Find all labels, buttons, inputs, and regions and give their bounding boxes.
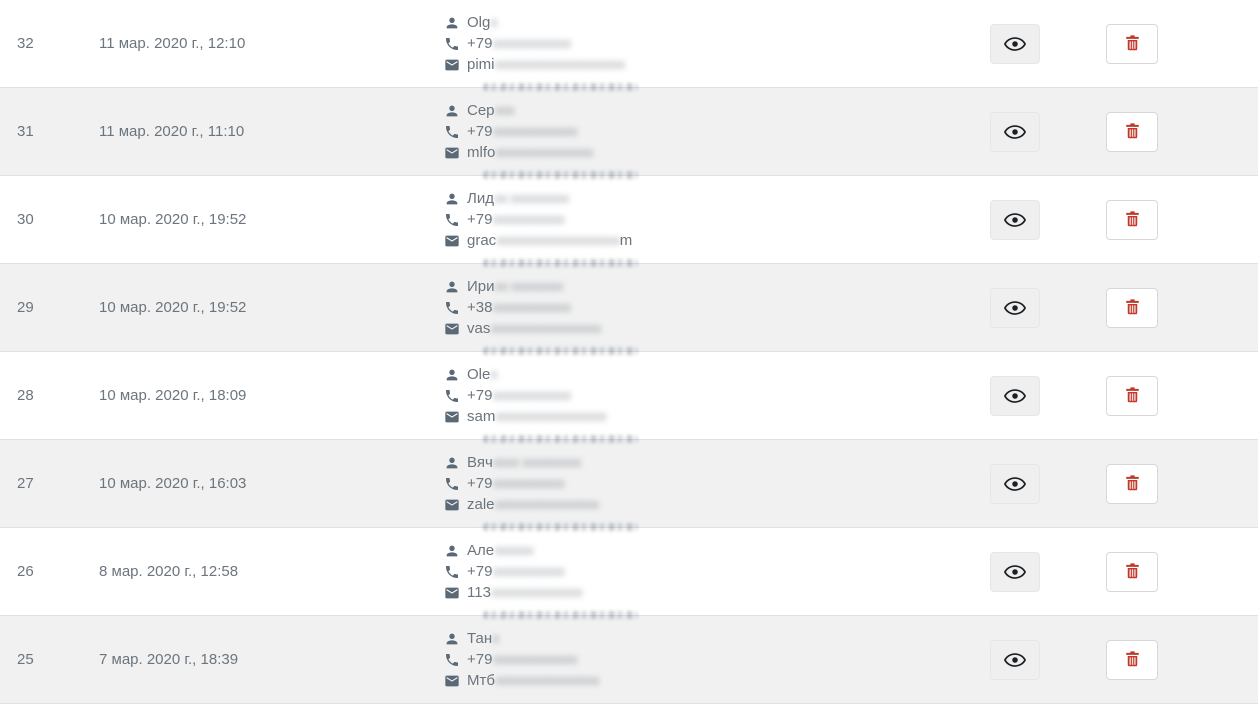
contact-phone: +79xxxxxxxxxxxxx [467, 651, 577, 668]
submission-date: 11 мар. 2020 г., 12:10 [99, 35, 246, 52]
submission-date: 11 мар. 2020 г., 11:10 [99, 123, 245, 140]
redacted-phone: xxxxxxxxxxxxx [492, 123, 577, 140]
delete-button[interactable] [1106, 112, 1158, 152]
table-row [0, 0, 1258, 88]
contact-info [444, 100, 990, 163]
redacted-email: xxxxxxxxxxxxxx [490, 584, 582, 601]
row-number: 29 [17, 299, 34, 316]
redacted-email: xxxxxxxxxxxxxxxxx [495, 408, 606, 425]
delete-cell [1106, 24, 1158, 64]
row-number: 32 [17, 35, 34, 52]
view-button[interactable] [990, 24, 1040, 64]
delete-cell [1106, 376, 1158, 416]
contact-email: Мтбxxxxxxxxxxxxxxxx [467, 672, 599, 689]
contact-phone-line [444, 385, 990, 406]
contact-phone: +79xxxxxxxxxxxxx [467, 123, 577, 140]
redacted-email: xxxxxxxxxxxxxxx [495, 144, 593, 161]
submission-date: 8 мар. 2020 г., 12:58 [99, 563, 239, 580]
contact-name: Серxxx [467, 102, 515, 119]
email-icon [444, 57, 460, 73]
contact-name: Вячxxxx xxxxxxxxx [467, 454, 581, 471]
table-row [0, 88, 1258, 176]
contact-email: vasxxxxxxxxxxxxxxxxx [467, 320, 601, 337]
redacted-phone: xxxxxxxxxxx [492, 475, 564, 492]
contact-name-line [444, 276, 990, 297]
contact-email-line [444, 230, 990, 251]
table-row [0, 176, 1258, 264]
delete-button[interactable] [1106, 288, 1158, 328]
contact-phone: +79xxxxxxxxxxx [467, 563, 564, 580]
eye-icon [1004, 209, 1026, 231]
contact-phone-line [444, 33, 990, 54]
contact-email-line [444, 494, 990, 515]
contact-info [444, 452, 990, 515]
view-cell [990, 200, 1040, 240]
contact-info [444, 628, 990, 691]
contact-phone: +38xxxxxxxxxxxx [467, 299, 571, 316]
email-icon [444, 497, 460, 513]
redacted-phone: xxxxxxxxxxx [492, 563, 564, 580]
contact-phone-line [444, 561, 990, 582]
redacted-name: xxx [494, 102, 515, 119]
email-icon [444, 585, 460, 601]
contact-name: Olgx [467, 14, 497, 31]
redacted-phone: xxxxxxxxxxxxx [492, 651, 577, 668]
contact-name-line [444, 364, 990, 385]
contact-info [444, 364, 990, 427]
contact-name: Olex [467, 366, 497, 383]
person-icon [444, 191, 460, 207]
redacted-phone: xxxxxxxxxxx [492, 211, 564, 228]
view-cell [990, 552, 1040, 592]
view-button[interactable] [990, 200, 1040, 240]
delete-button[interactable] [1106, 376, 1158, 416]
row-number: 31 [17, 123, 34, 140]
contact-name: Лидxx xxxxxxxxx [467, 190, 569, 207]
trash-icon [1123, 297, 1142, 318]
phone-icon [444, 652, 460, 668]
contact-phone-line [444, 121, 990, 142]
email-icon [444, 233, 460, 249]
contact-email-line [444, 142, 990, 163]
contact-name-line [444, 452, 990, 473]
trash-icon [1123, 385, 1142, 406]
table-row [0, 528, 1258, 616]
redacted-phone: xxxxxxxxxxxx [492, 35, 571, 52]
trash-icon [1123, 33, 1142, 54]
contact-phone: +79xxxxxxxxxxxx [467, 387, 571, 404]
redacted-email: xxxxxxxxxxxxxxxxx [490, 320, 601, 337]
trash-icon [1123, 649, 1142, 670]
phone-icon [444, 476, 460, 492]
phone-icon [444, 124, 460, 140]
delete-cell [1106, 640, 1158, 680]
redacted-email: xxxxxxxxxxxxxxxxxxx [496, 232, 620, 249]
table-row [0, 264, 1258, 352]
contact-info [444, 276, 990, 339]
delete-button[interactable] [1106, 200, 1158, 240]
contact-email: samxxxxxxxxxxxxxxxxx [467, 408, 606, 425]
submission-date: 10 мар. 2020 г., 19:52 [99, 211, 247, 228]
redacted-email: xxxxxxxxxxxxxxxx [494, 496, 599, 513]
contact-email-line [444, 406, 990, 427]
contact-name-line [444, 540, 990, 561]
delete-cell [1106, 288, 1158, 328]
person-icon [444, 455, 460, 471]
view-button[interactable] [990, 376, 1040, 416]
contact-email: pimixxxxxxxxxxxxxxxxxxxx [467, 56, 625, 73]
eye-icon [1004, 473, 1026, 495]
eye-icon [1004, 649, 1026, 671]
submission-date: 10 мар. 2020 г., 16:03 [99, 475, 247, 492]
contact-email: gracxxxxxxxxxxxxxxxxxxxm [467, 232, 633, 249]
submission-date: 10 мар. 2020 г., 18:09 [99, 387, 247, 404]
table-row [0, 616, 1258, 704]
eye-icon [1004, 561, 1026, 583]
redacted-name: xx xxxxxxxx [494, 278, 563, 295]
redacted-email: xxxxxxxxxxxxxxxx [494, 672, 599, 689]
eye-icon [1004, 121, 1026, 143]
submission-date: 7 мар. 2020 г., 18:39 [99, 651, 239, 668]
contact-info [444, 12, 990, 75]
row-number: 27 [17, 475, 34, 492]
redacted-phone: xxxxxxxxxxxx [492, 387, 571, 404]
view-cell [990, 112, 1040, 152]
view-button[interactable] [990, 464, 1040, 504]
email-icon [444, 673, 460, 689]
phone-icon [444, 388, 460, 404]
view-button[interactable] [990, 288, 1040, 328]
contact-name: Танx [467, 630, 499, 647]
trash-icon [1123, 121, 1142, 142]
eye-icon [1004, 33, 1026, 55]
phone-icon [444, 300, 460, 316]
redacted-name: xxxxxx [494, 542, 534, 559]
table-row [0, 352, 1258, 440]
email-icon [444, 145, 460, 161]
redacted-name: x [490, 366, 497, 383]
contact-info [444, 540, 990, 603]
row-number: 25 [17, 651, 34, 668]
delete-cell [1106, 200, 1158, 240]
contact-email: 113xxxxxxxxxxxxxx [467, 584, 582, 601]
contact-name-line [444, 12, 990, 33]
person-icon [444, 279, 460, 295]
redacted-name: x [492, 630, 499, 647]
contact-phone: +79xxxxxxxxxxx [467, 211, 564, 228]
delete-button[interactable] [1106, 552, 1158, 592]
redacted-name: xxxx xxxxxxxxx [492, 454, 581, 471]
person-icon [444, 15, 460, 31]
phone-icon [444, 564, 460, 580]
contact-name: Алеxxxxxx [467, 542, 534, 559]
redacted-phone: xxxxxxxxxxxx [492, 299, 571, 316]
view-cell [990, 24, 1040, 64]
trash-icon [1123, 209, 1142, 230]
contact-email: mlfoxxxxxxxxxxxxxxx [467, 144, 593, 161]
contact-email-line [444, 582, 990, 603]
row-number: 26 [17, 563, 34, 580]
contact-name-line [444, 188, 990, 209]
table-row [0, 440, 1258, 528]
contact-phone-line [444, 473, 990, 494]
contact-info [444, 188, 990, 251]
redacted-name: xx xxxxxxxxx [493, 190, 569, 207]
view-button[interactable] [990, 112, 1040, 152]
trash-icon [1123, 473, 1142, 494]
delete-button[interactable] [1106, 464, 1158, 504]
contact-email-line [444, 54, 990, 75]
contact-name: Ириxx xxxxxxxx [467, 278, 563, 295]
redacted-name: x [490, 14, 497, 31]
contact-email: zalexxxxxxxxxxxxxxxx [467, 496, 599, 513]
contact-phone: +79xxxxxxxxxxxx [467, 35, 571, 52]
view-cell [990, 376, 1040, 416]
view-cell [990, 464, 1040, 504]
contact-name-line [444, 628, 990, 649]
redacted-email: xxxxxxxxxxxxxxxxxxxx [494, 56, 625, 73]
person-icon [444, 103, 460, 119]
row-number: 30 [17, 211, 34, 228]
person-icon [444, 631, 460, 647]
delete-cell [1106, 464, 1158, 504]
contact-phone-line [444, 649, 990, 670]
submission-date: 10 мар. 2020 г., 19:52 [99, 299, 247, 316]
phone-icon [444, 36, 460, 52]
contact-phone-line [444, 297, 990, 318]
eye-icon [1004, 385, 1026, 407]
view-button[interactable] [990, 552, 1040, 592]
contact-phone: +79xxxxxxxxxxx [467, 475, 564, 492]
row-number: 28 [17, 387, 34, 404]
view-button[interactable] [990, 640, 1040, 680]
email-icon [444, 321, 460, 337]
trash-icon [1123, 561, 1142, 582]
view-cell [990, 288, 1040, 328]
person-icon [444, 543, 460, 559]
contact-email-line [444, 670, 990, 691]
view-cell [990, 640, 1040, 680]
eye-icon [1004, 297, 1026, 319]
delete-cell [1106, 112, 1158, 152]
phone-icon [444, 212, 460, 228]
contact-phone-line [444, 209, 990, 230]
email-icon [444, 409, 460, 425]
contact-email-line [444, 318, 990, 339]
contact-name-line [444, 100, 990, 121]
delete-button[interactable] [1106, 640, 1158, 680]
delete-cell [1106, 552, 1158, 592]
delete-button[interactable] [1106, 24, 1158, 64]
person-icon [444, 367, 460, 383]
